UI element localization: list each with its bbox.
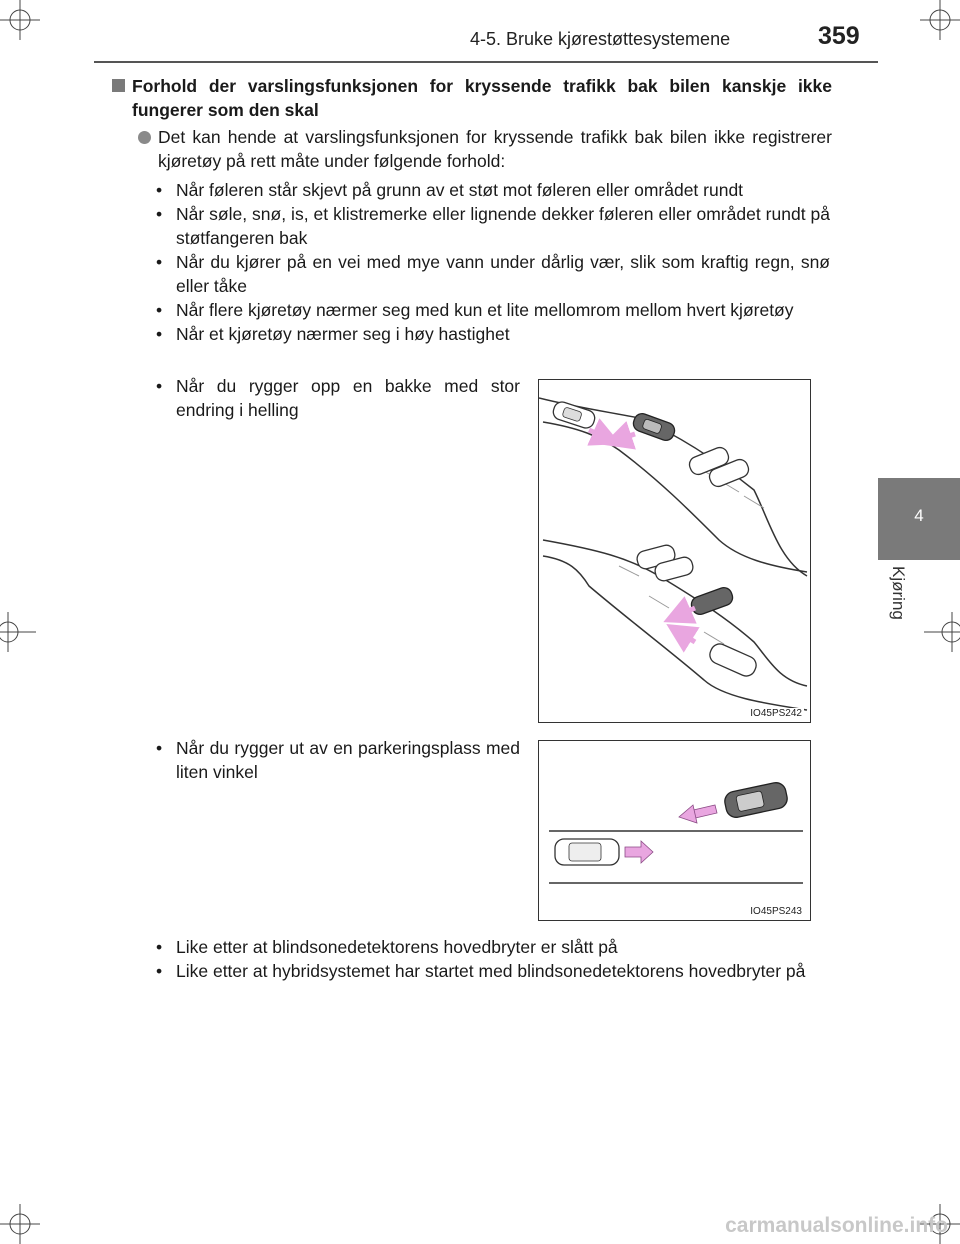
chapter-label: Kjøring: [889, 566, 908, 620]
crop-mark-mid-right: [920, 612, 960, 652]
square-bullet-icon: [112, 79, 125, 92]
list-item: • Like etter at blindsonedetektorens hovedbryter er slått på: [154, 935, 830, 959]
circle-bullet-icon: [138, 131, 151, 144]
chapter-tab: [878, 478, 960, 560]
figure-code: IO45PS242: [750, 708, 802, 719]
chapter-label-wrap: [878, 562, 918, 652]
car-passing: [555, 839, 619, 865]
heading-text: Forhold der varslingsfunksjonen for kryssende trafikk bak bilen kanskje ikke fungerer som den skal: [132, 76, 832, 120]
header-divider: [94, 61, 878, 63]
crop-mark-mid-left: [0, 612, 40, 652]
list-item: • Når flere kjøretøy nærmer seg med kun et lite mellomrom mellom hvert kjøretøy: [154, 298, 830, 322]
section-heading: [112, 74, 832, 122]
section-title: 4-5. Bruke kjørestøttesystemene: [470, 29, 731, 49]
crop-mark-bottom-left: [0, 1204, 40, 1244]
intro-text: Det kan hende at varslingsfunksjonen for kryssende trafikk bak bilen ikke registrerer kjøretøy på rett måte under følgende forhold:: [158, 127, 832, 171]
figure-code: IO45PS243: [750, 906, 802, 917]
car-top-dark: [631, 411, 677, 442]
condition-list: [154, 178, 830, 346]
parking-exit-illustration: [538, 740, 811, 921]
crop-mark-top-right: [920, 0, 960, 40]
list-item: • Når søle, snø, is, et klistremerke eller lignende dekker føleren eller området rundt på støtfangeren bak: [154, 202, 830, 250]
car-parked-angled: [723, 781, 789, 819]
hill-reversing-illustration: [538, 379, 811, 723]
list-item: • Når du rygger ut av en parkeringsplass med liten vinkel: [154, 736, 520, 784]
watermark: carmanualsonline.info: [725, 1214, 948, 1237]
list-item: • Når et kjøretøy nærmer seg i høy hastighet: [154, 322, 830, 346]
car-bottom-dark: [689, 585, 735, 616]
parking-condition-list: [154, 736, 520, 784]
startup-condition-list: [154, 935, 830, 983]
intro-paragraph: [138, 125, 832, 173]
crop-mark-top-left: [0, 0, 40, 40]
hill-condition-list: [154, 374, 520, 422]
car-bottom-right: [707, 641, 759, 679]
list-item: • Når du kjører på en vei med mye vann under dårlig vær, slik som kraftig regn, snø eller tåke: [154, 250, 830, 298]
page-number: 359: [818, 22, 860, 50]
list-item: • Når du rygger opp en bakke med stor endring i helling: [154, 374, 520, 422]
list-item: • Når føleren står skjevt på grunn av et støt mot føleren eller området rundt: [154, 178, 830, 202]
chapter-number: 4: [914, 506, 924, 525]
list-item: • Like etter at hybridsystemet har startet med blindsonedetektorens hovedbryter på: [154, 959, 830, 983]
